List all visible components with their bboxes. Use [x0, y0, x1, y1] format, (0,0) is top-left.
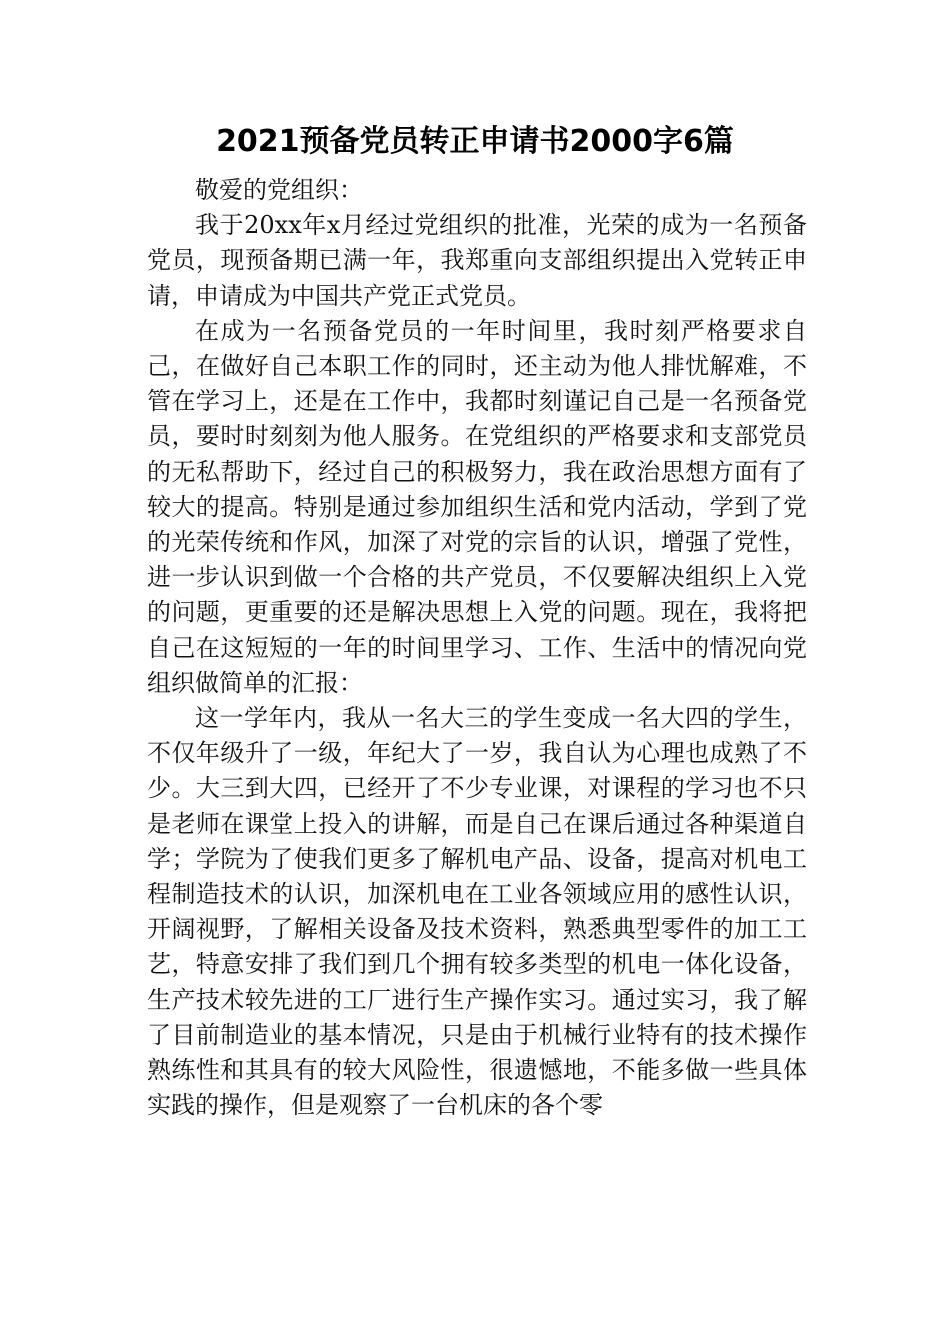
- paragraph: 这一学年内，我从一名大三的学生变成一名大四的学生，不仅年级升了一级，年纪大了一岁，我自认为心理也成熟了不少。大三到大四，已经开了不少专业课，对课程的学习也不只是老师在课堂上投入的讲解，而是自己在课后通过各种渠道自学；学院为了使我们更多了解机电产品、设备，提高对机电工程制造技术的认识，加深机电在工业各领域应用的感性认识，开阔视野，了解相关设备及技术资料，熟悉典型零件的加工工艺，特意安排了我们到几个拥有较多类型的机电一体化设备，生产技术较先进的工厂进行生产操作实习。通过实习，我了解了目前制造业的基本情况，只是由于机械行业特有的技术操作熟练性和其具有的较大风险性，很遗憾地，不能多做一些具体实践的操作，但是观察了一台机床的各个零: [147, 704, 807, 1120]
- document-title: 2021预备党员转正申请书2000字6篇: [216, 124, 734, 159]
- paragraph: 在成为一名预备党员的一年时间里，我时刻严格要求自己，在做好自己本职工作的同时，还主动为他人排忧解难，不管在学习上，还是在工作中，我都时刻谨记自己是一名预备党员，要时时刻刻为他人服务。在党组织的严格要求和支部党员的无私帮助下，经过自己的积极努力，我在政治思想方面有了较大的提高。特别是通过参加组织生活和党内活动，学到了党的光荣传统和作风，加深了对党的宗旨的认识，增强了党性，进一步认识到做一个合格的共产党员，不仅要解决组织上入党的问题，更重要的还是解决思想上入党的问题。现在，我将把自己在这短短的一年的时间里学习、工作、生活中的情况向党组织做简单的汇报：: [147, 316, 807, 697]
- document-body: [147, 173, 807, 1123]
- paragraph: 我于20xx年x月经过党组织的批准，光荣的成为一名预备党员，现预备期已满一年，我郑重向支部组织提出入党转正申请，申请成为中国共产党正式党员。: [147, 211, 807, 310]
- salutation: 敬爱的党组织：: [195, 176, 363, 204]
